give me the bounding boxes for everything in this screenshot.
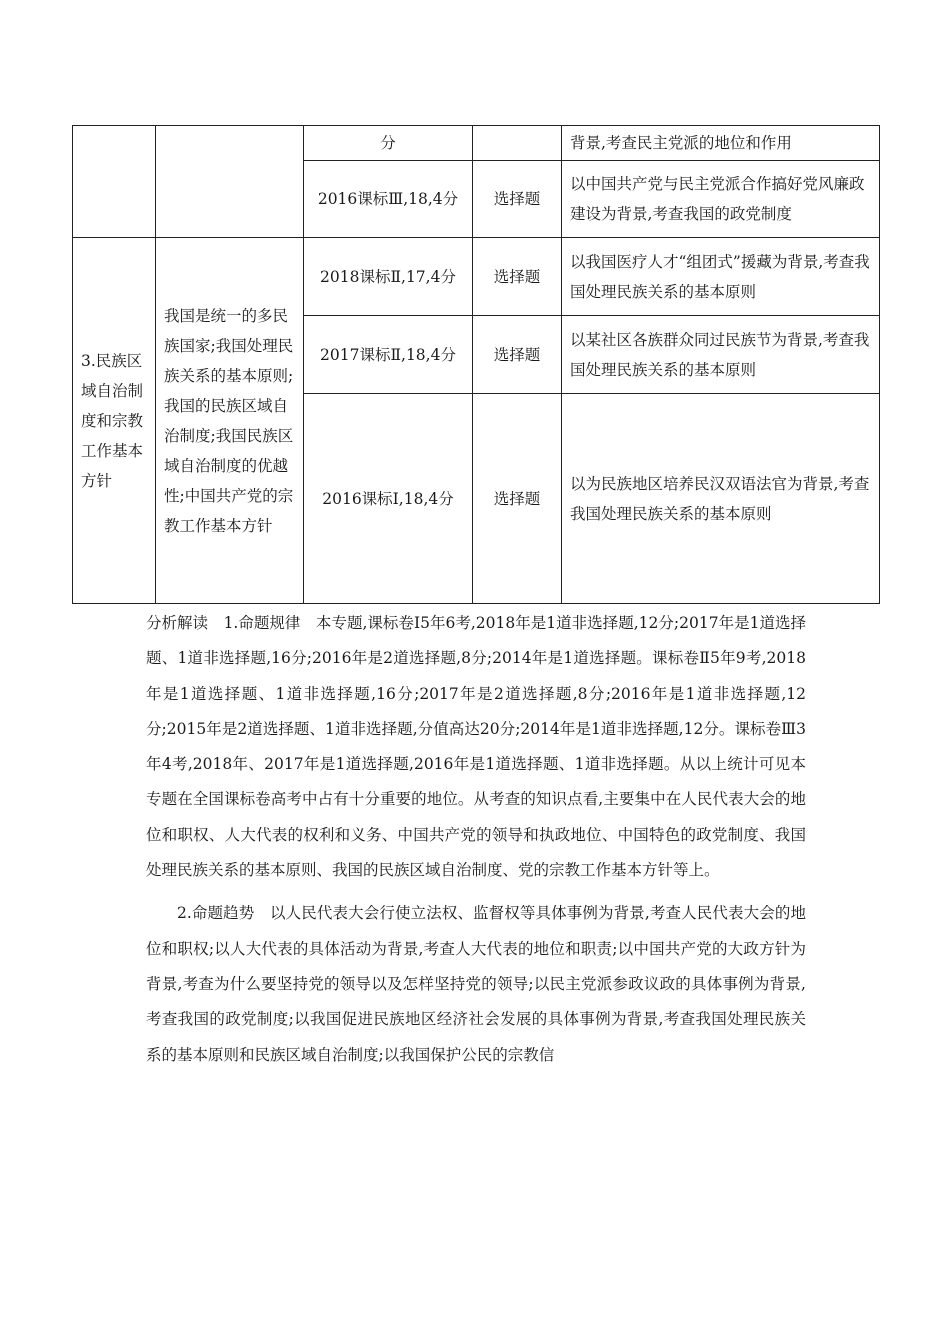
table-cell-type: 选择题	[473, 316, 562, 394]
table-row	[73, 238, 880, 316]
table-cell-content: 背景,考查民主党派的地位和作用	[562, 126, 880, 161]
analysis-section	[146, 606, 806, 1073]
section-points-cell: 我国是统一的多民族国家;我国处理民族关系的基本原则;我国的民族区域自治制度;我国民族区域自治制度的优越性;中国共产党的宗教工作基本方针	[156, 238, 304, 604]
exam-analysis-table	[72, 125, 880, 604]
table-cell-empty	[156, 126, 304, 238]
section-label-cell: 3.民族区域自治制度和宗教工作基本方针	[73, 238, 156, 604]
table-cell-type	[473, 126, 562, 161]
table-cell-source: 2016课标Ⅲ,18,4分	[304, 161, 473, 238]
table-cell-source: 分	[304, 126, 473, 161]
table-cell-type: 选择题	[473, 238, 562, 316]
table-cell-type: 选择题	[473, 394, 562, 604]
analysis-paragraph-rules: 分析解读 1.命题规律 本专题,课标卷Ⅰ5年6考,2018年是1道非选择题,12分;2017年是1道选择题、1道非选择题,16分;2016年是2道选择题,8分;2014年是1道选择题。课标卷Ⅱ5年9考,2018年是1道选择题、1道非选择题,16分;2017年是2道选择题,8分;2016年是1道非选择题,12分;2015年是2道选择题、1道非选择题,分值高达20分;2014年是1道非选择题,12分。课标卷Ⅲ3年4考,2018年、2017年是1道选择题,2016年是1道选择题、1道非选择题。从以上统计可见本专题在全国课标卷高考中占有十分重要的地位。从考查的知识点看,主要集中在人民代表大会的地位和职权、人大代表的权利和义务、中国共产党的领导和执政地位、中国特色的政党制度、我国处理民族关系的基本原则、我国的民族区域自治制度、党的宗教工作基本方针等上。	[146, 614, 806, 880]
table-row	[73, 126, 880, 161]
table-cell-source: 2017课标Ⅱ,18,4分	[304, 316, 473, 394]
table-cell-source: 2016课标Ⅰ,18,4分	[304, 394, 473, 604]
table-cell-empty	[73, 126, 156, 238]
analysis-paragraph-trends: 2.命题趋势 以人民代表大会行使立法权、监督权等具体事例为背景,考查人民代表大会的地位和职权;以人大代表的具体活动为背景,考查人大代表的地位和职责;以中国共产党的大政方针为背景,考查为什么要坚持党的领导以及怎样坚持党的领导;以民主党派参政议政的具体事例为背景,考查我国的政党制度;以我国促进民族地区经济社会发展的具体事例为背景,考查我国处理民族关系的基本原则和民族区域自治制度;以我国保护公民的宗教信	[146, 904, 806, 1064]
table-cell-content: 以中国共产党与民主党派合作搞好党风廉政建设为背景,考查我国的政党制度	[562, 161, 880, 238]
table-cell-content: 以为民族地区培养民汉双语法官为背景,考查我国处理民族关系的基本原则	[562, 394, 880, 604]
table-cell-source: 2018课标Ⅱ,17,4分	[304, 238, 473, 316]
table-cell-type: 选择题	[473, 161, 562, 238]
table-cell-content: 以我国医疗人才“组团式”援藏为背景,考查我国处理民族关系的基本原则	[562, 238, 880, 316]
table-cell-content: 以某社区各族群众同过民族节为背景,考查我国处理民族关系的基本原则	[562, 316, 880, 394]
